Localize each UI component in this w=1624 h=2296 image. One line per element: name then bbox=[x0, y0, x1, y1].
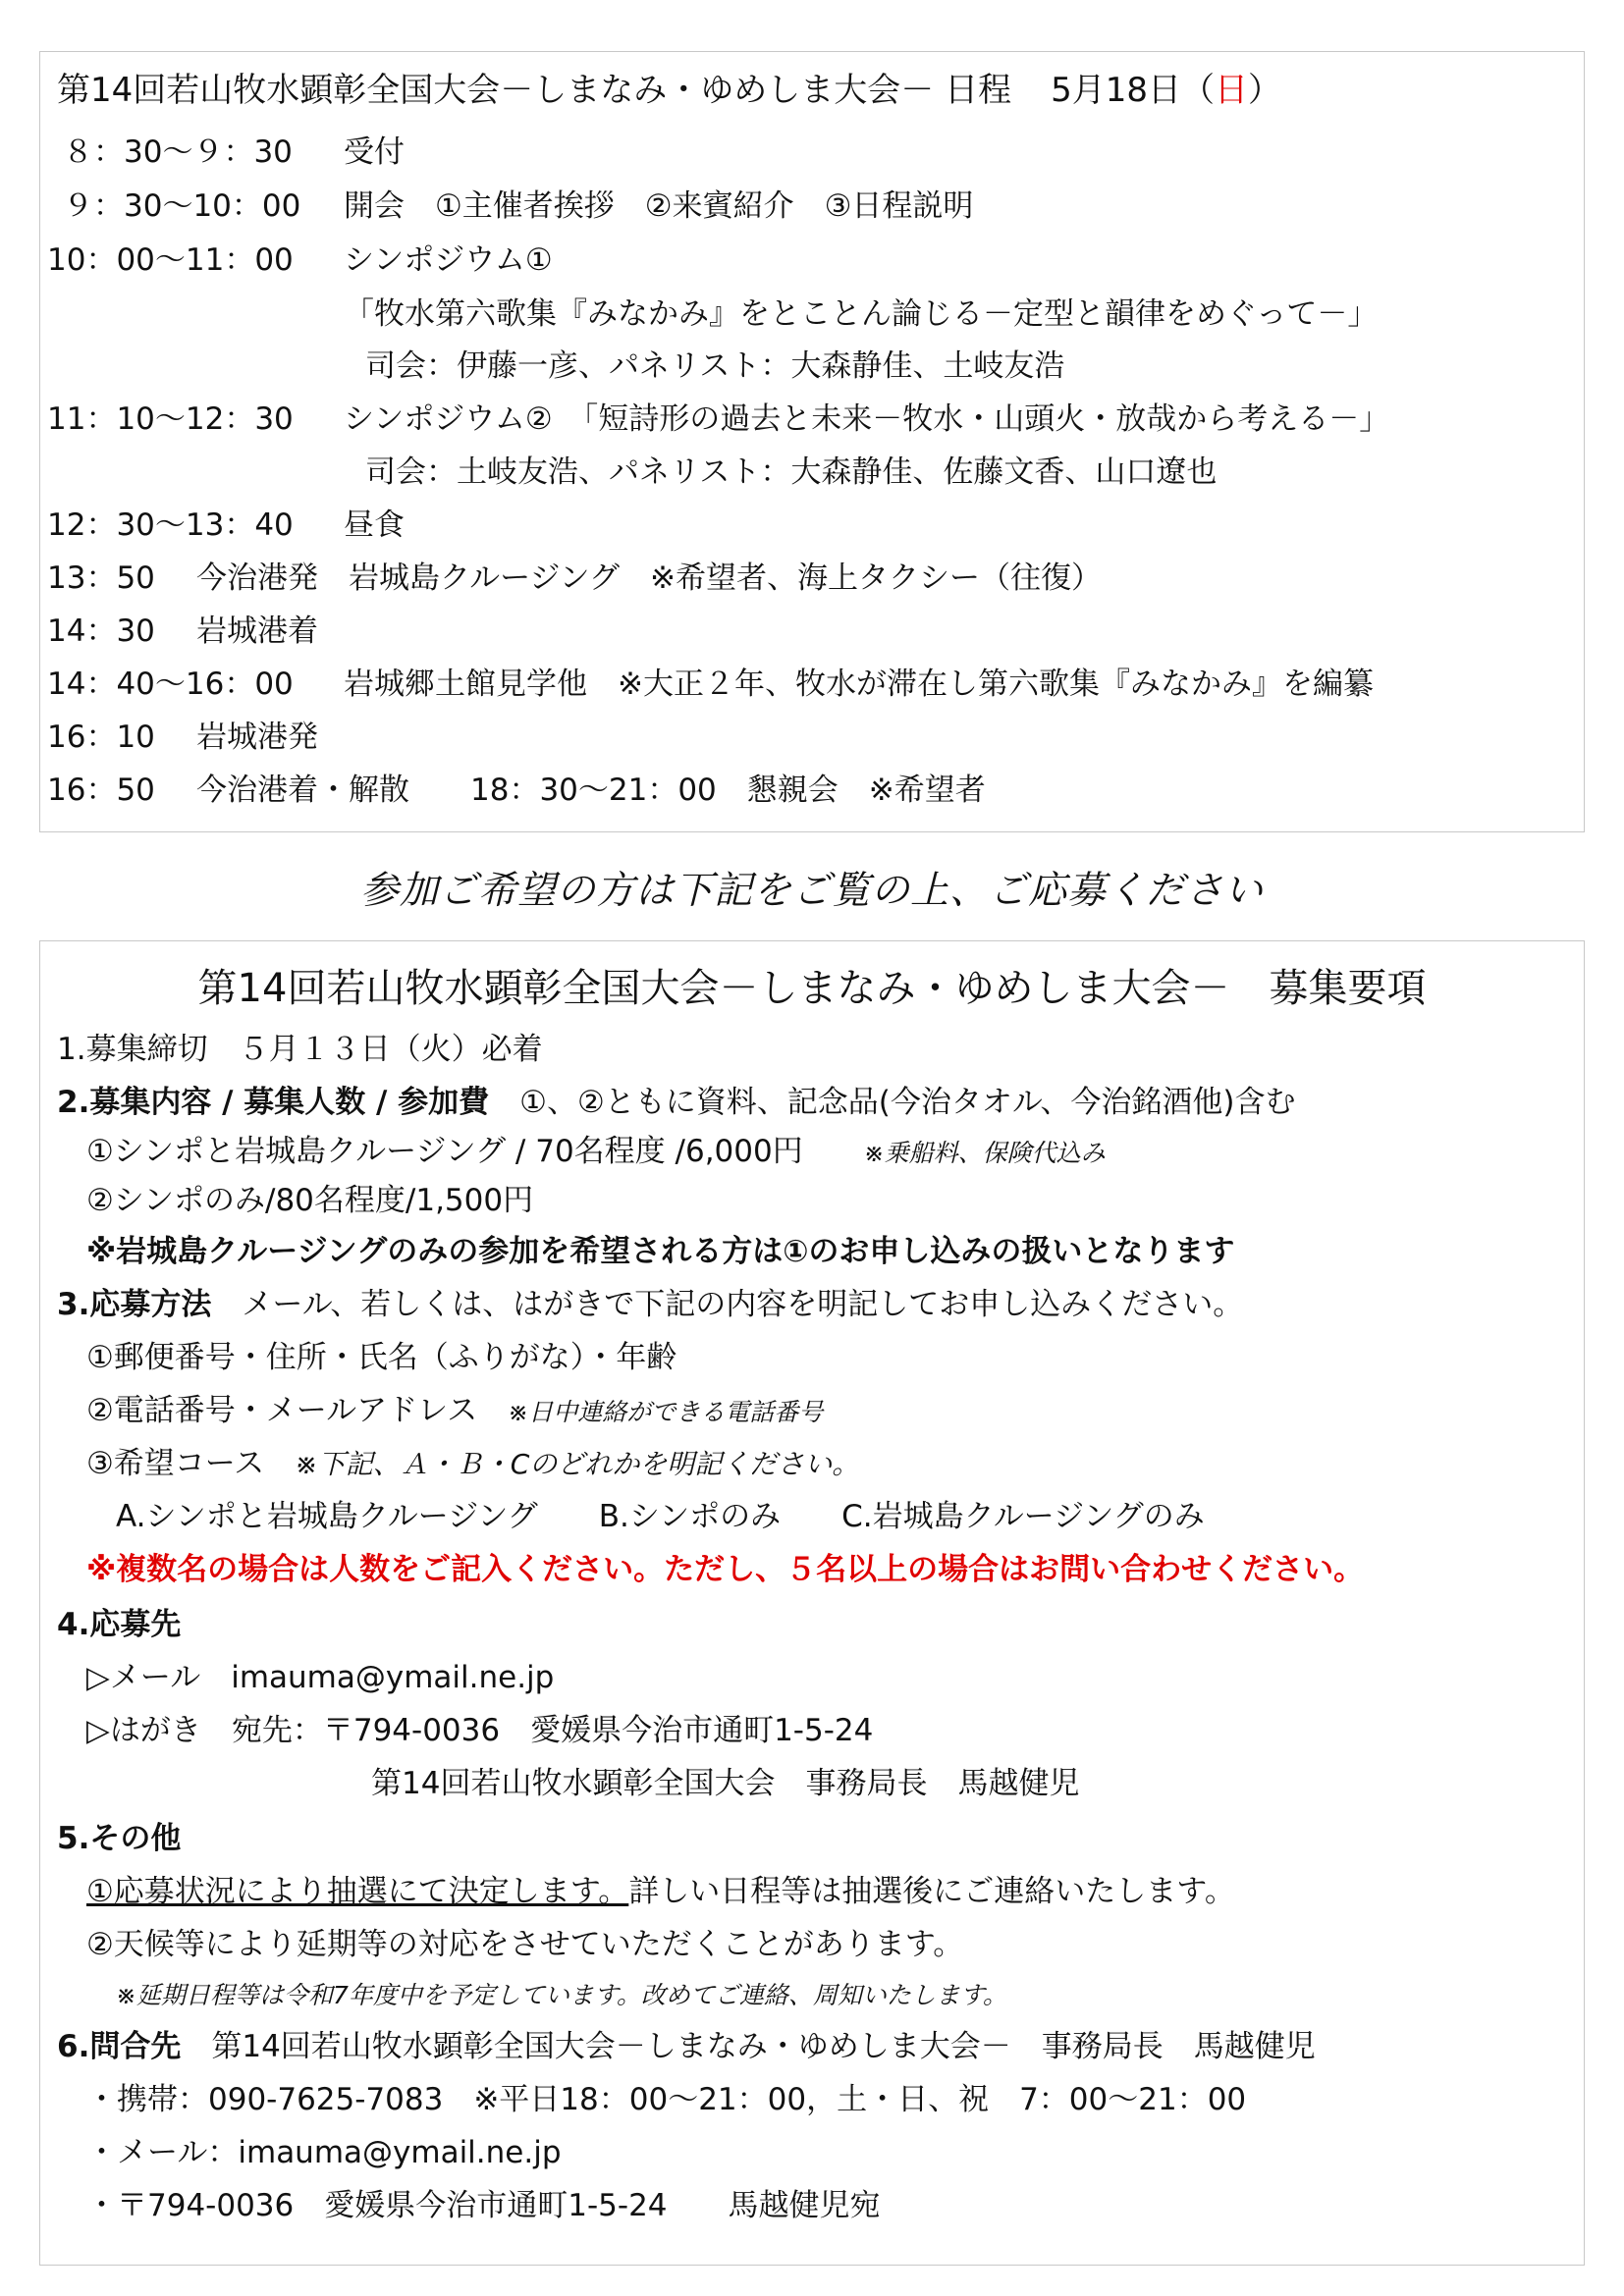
cruising-note: ※岩城島クルージングのみの参加を希望される方は①のお申し込みの扱いとなります bbox=[86, 1234, 1235, 1269]
apply-item: ②電話番号・メールアドレス ※日中連絡ができる電話番号 bbox=[86, 1393, 824, 1428]
schedule-row: 16：10 岩城港発 bbox=[47, 720, 318, 755]
schedule-row: 11：10～12：30 シンポジウム② 「短詩形の過去と未来－牧水・山頭火・放哉から考える－」 bbox=[47, 401, 1390, 437]
recruit-title: 第14回若山牧水顕彰全国大会－しまなみ・ゆめしま大会－ 募集要項 bbox=[197, 966, 1427, 1011]
multi-person-warning: ※複数名の場合は人数をご記入ください。ただし、５名以上の場合はお問い合わせください。 bbox=[86, 1552, 1365, 1587]
schedule-row: ９：30～10：00 開会 ①主催者挨拶 ②来賓紹介 ③日程説明 bbox=[63, 188, 974, 224]
section-contact: 6.問合先 第14回若山牧水顕彰全国大会－しまなみ・ゆめしま大会－ 事務局長 馬越健児 bbox=[57, 2029, 1316, 2064]
schedule-row: 「牧水第六歌集『みなかみ』をとことん論じる－定型と韻律をめぐって－」 bbox=[344, 296, 1379, 332]
section-other: 5.その他 bbox=[57, 1821, 182, 1856]
postpone-note: ※延期日程等は令和7年度中を予定しています。改めてご連絡、周知いたします。 bbox=[116, 1981, 1007, 2009]
schedule-date: 5月18日（日） bbox=[1051, 71, 1281, 110]
destination-post-name: 第14回若山牧水顕彰全国大会 事務局長 馬越健児 bbox=[371, 1766, 1080, 1801]
schedule-title: 第14回若山牧水顕彰全国大会－しまなみ・ゆめしま大会－ 日程 5月18日（日） bbox=[57, 71, 1281, 110]
schedule-row: ８：30～９：30 受付 bbox=[63, 134, 405, 170]
schedule-row: 司会：土岐友浩、パネリスト：大森静佳、佐藤文香、山口遼也 bbox=[365, 454, 1218, 490]
apply-item: ①郵便番号・住所・氏名（ふりがな）・年齢 bbox=[86, 1340, 677, 1375]
schedule-row: 14：40～16：00 岩城郷土館見学他 ※大正２年、牧水が滞在し第六歌集『みなかみ』を編纂 bbox=[47, 667, 1374, 702]
contact-address: ・〒794-0036 愛媛県今治市通町1-5-24 馬越健児宛 bbox=[86, 2188, 881, 2223]
course-item: ②シンポのみ/80名程度/1,500円 bbox=[86, 1183, 534, 1218]
section-apply: 3.応募方法 メール、若しくは、はがきで下記の内容を明記してお申し込みください。 bbox=[57, 1287, 1244, 1322]
destination-mail: ▷メール imauma@ymail.ne.jp bbox=[86, 1660, 555, 1695]
course-item: ①シンポと岩城島クルージング / 70名程度 /6,000円 ※乗船料、保険代込み bbox=[86, 1134, 1106, 1169]
contact-mail: ・メール：imauma@ymail.ne.jp bbox=[86, 2135, 562, 2170]
schedule-row: 14：30 岩城港着 bbox=[47, 614, 318, 649]
schedule-row: 10：00～11：00 シンポジウム① bbox=[47, 242, 553, 278]
other-item: ①応募状況により抽選にて決定します。詳しい日程等は抽選後にご連絡いたします。 bbox=[86, 1874, 1235, 1909]
schedule-row: 司会：伊藤一彦、パネリスト：大森静佳、土岐友浩 bbox=[365, 348, 1065, 384]
section-contents: 2.募集内容 / 募集人数 / 参加費 ①、②ともに資料、記念品(今治タオル、今治銘酒他)含む bbox=[57, 1085, 1296, 1120]
schedule-row: 12：30～13：40 昼食 bbox=[47, 507, 405, 543]
schedule-row: 13：50 今治港発 岩城島クルージング ※希望者、海上タクシー（往復） bbox=[47, 561, 1103, 596]
other-item: ②天候等により延期等の対応をさせていただくことがあります。 bbox=[86, 1927, 964, 1962]
section-destination: 4.応募先 bbox=[57, 1607, 182, 1642]
section-deadline: 1.募集締切 ５月１３日（火）必着 bbox=[57, 1032, 543, 1067]
schedule-row: 16：50 今治港着・解散 18：30～21：00 懇親会 ※希望者 bbox=[47, 773, 986, 808]
destination-post: ▷はがき 宛先：〒794-0036 愛媛県今治市通町1-5-24 bbox=[86, 1713, 874, 1748]
course-options: A.シンポと岩城島クルージング B.シンポのみ C.岩城島クルージングのみ bbox=[116, 1499, 1205, 1534]
tagline: 参加ご希望の方は下記をご覧の上、ご応募ください bbox=[359, 869, 1264, 913]
apply-item: ③希望コース ※下記、Ａ・Ｂ・Cのどれかを明記ください。 bbox=[86, 1446, 860, 1481]
contact-phone: ・携帯：090-7625-7083 ※平日18：00～21：00，土・日、祝 7：00～21：00 bbox=[86, 2082, 1247, 2117]
